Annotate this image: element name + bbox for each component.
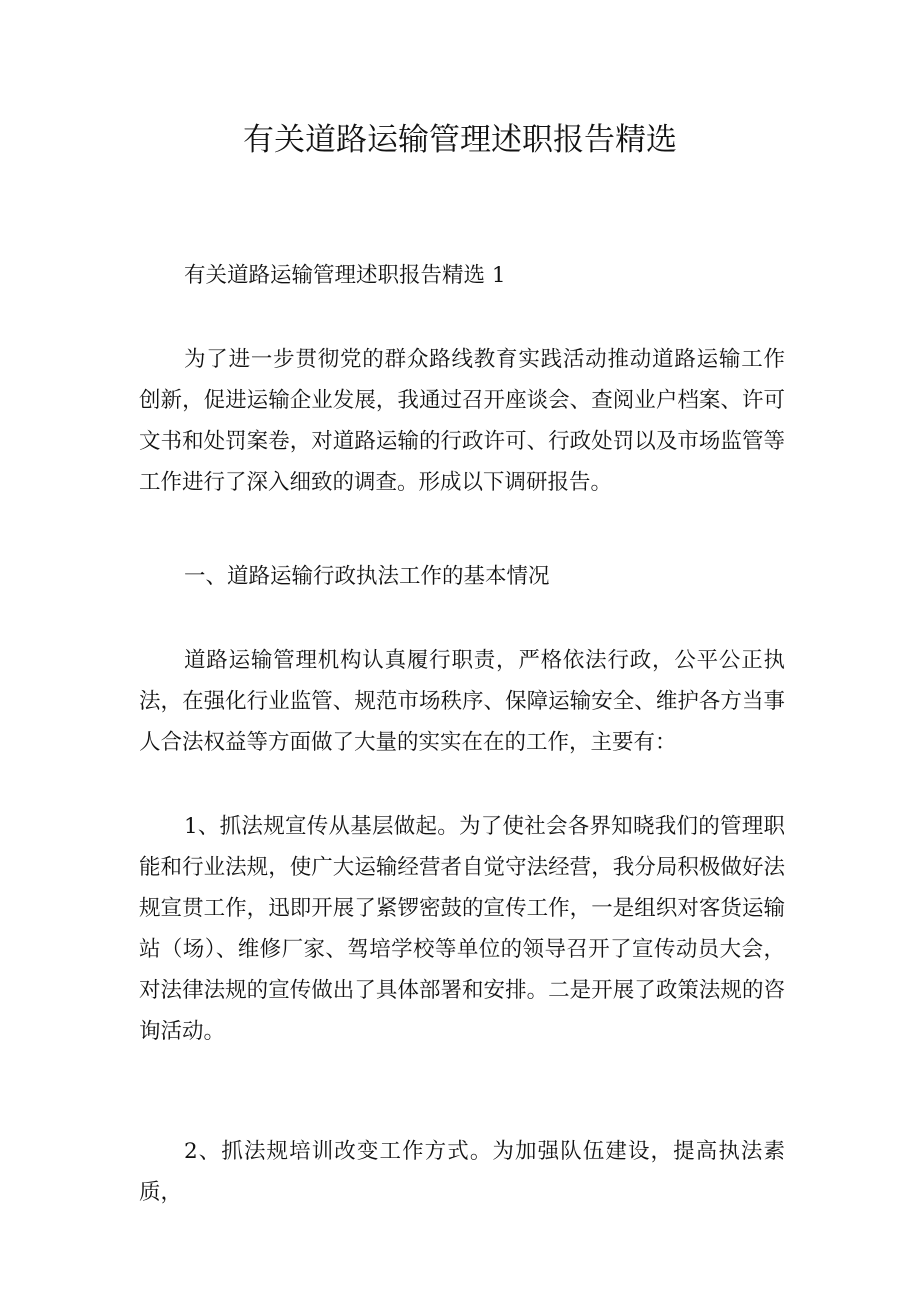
document-subtitle: 有关道路运输管理述职报告精选 1 [184, 263, 506, 288]
paragraph-item-2: 2、抓法规培训改变工作方式。为加强队伍建设，提高执法素质， [139, 1139, 785, 1205]
paragraph-item-1: 1、抓法规宣传从基层做起。为了使社会各界知晓我们的管理职能和行业法规，使广大运输经营者自觉守法经营，我分局积极做好法规宣贯工作，迅即开展了紧锣密鼓的宣传工作，一是组织对客货运输站（场）、维修厂家、驾培学校等单位的领导召开了宣传动员大会，对法律法规的宣传做出了具体部署和安排。二是开展了政策法规的咨询活动。 [139, 814, 785, 1044]
paragraph-intro: 为了进一步贯彻党的群众路线教育实践活动推动道路运输工作创新，促进运输企业发展，我通过召开座谈会、查阅业户档案、许可文书和处罚案卷，对道路运输的行政许可、行政处罚以及市场监管等工作进行了深入细致的调查。形成以下调研报告。 [139, 347, 785, 495]
paragraph-section-1: 道路运输管理机构认真履行职责，严格依法行政，公平公正执法，在强化行业监管、规范市场秩序、保障运输安全、维护各方当事人合法权益等方面做了大量的实实在在的工作，主要有： [139, 648, 785, 755]
document-title: 有关道路运输管理述职报告精选 [243, 122, 677, 158]
section-heading-1: 一、道路运输行政执法工作的基本情况 [184, 564, 550, 589]
